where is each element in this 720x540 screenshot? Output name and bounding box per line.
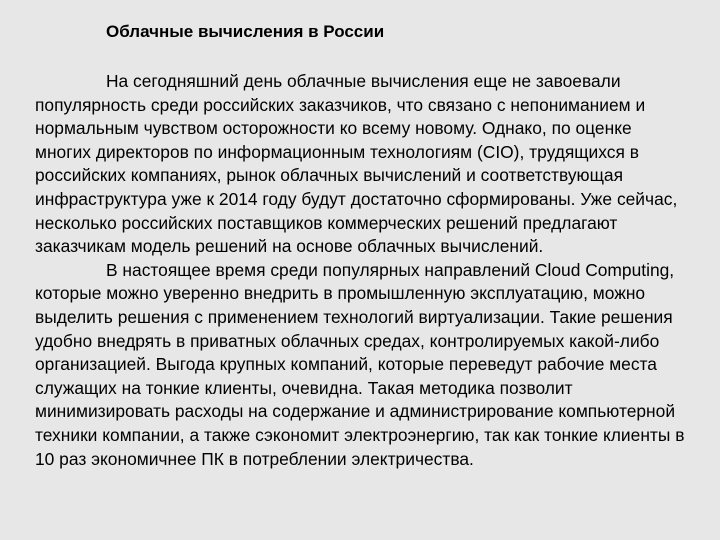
body-text	[35, 70, 691, 471]
paragraph-intro: На сегодняшний день облачные вычисления еще не завоевали популярность среди российских заказчиков, что связано с непониманием и нормальным чувством осторожности ко всему новому. Однако, по оценке многих директоров по информационным технологиям (CIO), трудящихся в российских компаниях, рынок облачных вычислений и соответствующая инфраструктура уже к 2014 году будут достаточно сформированы. Уже сейчас, несколько российских поставщиков коммерческих решений предлагают заказчикам модель решений на основе облачных вычислений.	[35, 71, 678, 257]
paragraph-current-trends: В настоящее время среди популярных направлений Cloud Computing, которые можно уверенно внедрить в промышленную эксплуатацию, можно выделить решения с применением технологий виртуализации. Такие решения удобно внедрять в приватных облачных средах, контролируемых какой-либо организацией. Выгода крупных компаний, которые переведут рабочие места служащих на тонкие клиенты, очевидна. Такая методика позволит минимизировать расходы на содержание и администрирование компьютерной техники компании, а также сэкономит электроэнергию, так как тонкие клиенты в 10 раз экономичнее ПК в потреблении электричества.	[35, 259, 685, 469]
page-title: Облачные вычисления в России	[106, 22, 385, 41]
